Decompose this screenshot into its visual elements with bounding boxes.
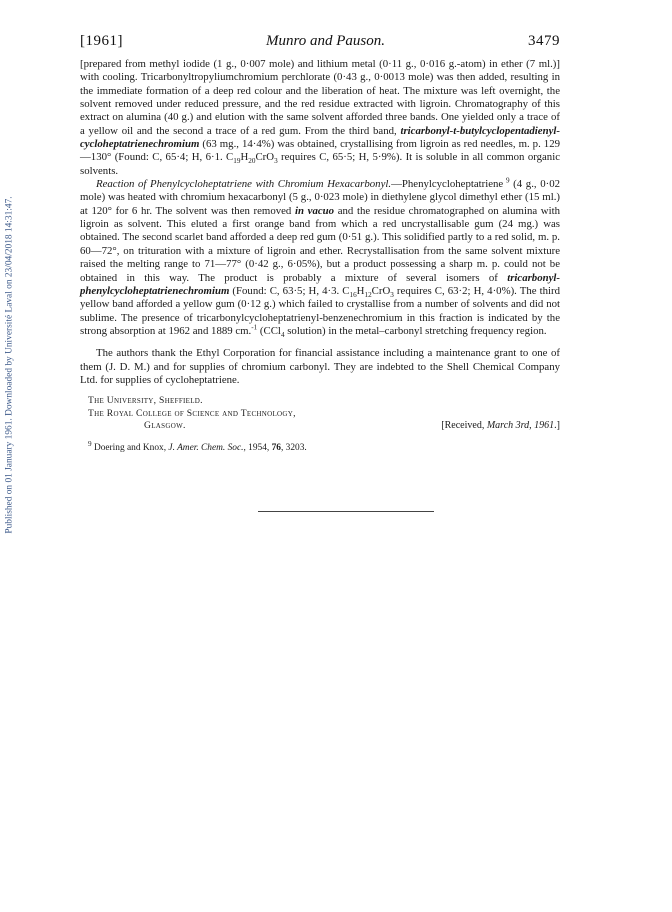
affiliation-line: The Royal College of Science and Technology, [88, 407, 296, 419]
end-rule [258, 511, 434, 512]
acknowledgement-paragraph: The authors thank the Ethyl Corporation for financial assistance including a maintenance grant to one of them (J. D. M.) and for supplies of chromium carbonyl. They are indebted to the Shell Chemical Company Ltd. for supplies of cycloheptatriene. [80, 347, 560, 386]
compound-name: tricarbonyl-phenylcycloheptatrienechromium [80, 271, 560, 297]
footnote-reference: $^9$ Doering and Knox, J. Amer. Chem. Soc., 1954, 76, 3203. [88, 439, 307, 453]
affiliation-line: The University, Sheffield. [88, 395, 203, 407]
compound-name: tricarbonyl-t-butylcyclopentadienyl-cycloheptatrienechromium [80, 124, 560, 151]
header-year: [1961] [80, 33, 123, 49]
section-heading: Reaction of Phenylcycloheptatriene with Chromium Hexacarbonyl. [96, 178, 392, 191]
download-watermark-text: Published on 01 January 1961. Downloaded by Université Laval on 23/04/2018 14:31:47. [5, 196, 16, 534]
download-watermark [3, 150, 17, 580]
header-page-number: 3479 [528, 33, 560, 49]
page-header [80, 33, 560, 50]
reference-mark: 9 [503, 176, 510, 185]
paragraph-1: [prepared from methyl iodide (1 g., 0·007 mole) and lithium metal (0·11 g., 0·016 g.-atom) in ether (7 ml.)] with cooling. Tricarbonyltropyliumchromium perchlorate (0·43 g., 0·0013 mole) was then added, resulting in the immediate formation of a deep red colour and the liberation of heat. The mixture was left overnight, the solvent removed under reduced pressure, and the red residue extracted with ligroin. Chromatography of this extract on alumina (40 g.) and elution with the same solvent afforded three bands. One yielded only a trace of a yellow oil and the second a trace of a red gum. From the third band, tricarbonyl-t-butylcyclopentadienyl-cycloheptatrienechromium (63 mg., 14·4%) was obtained, crystallising from ligroin as red needles, m. p. 129—130° (Found: C, 65·4; H, 6·1. $C_{19}H_{20}CrO_3$ requires C, 65·5; H, 5·9%). It is soluble in all common organic solvents. [80, 58, 560, 177]
affiliation-line: Glasgow. [144, 420, 186, 432]
article-body [80, 58, 560, 454]
received-date: [Received, March 3rd, 1961.] [441, 420, 560, 432]
affiliation-block [80, 395, 560, 433]
header-authors: Munro and Pauson. [265, 33, 386, 49]
paragraph-2: Reaction of Phenylcycloheptatriene with Chromium Hexacarbonyl.—Phenylcycloheptatriene $^9$ (4 g., 0·02 mole) was heated with chromium hexacarbonyl (5 g., 0·023 mole) in diethylene glycol dimethyl ether (15 ml.) at 120° for 6 hr. The solvent was then removed in vacuo and the residue chromatographed on alumina with ligroin as solvent. This eluted a first orange band from which a red uncrystallisable gum (24 mg.) was obtained. The second scarlet band afforded a deep red gum (0·51 g.). This solidified partly to a red solid, m. p. 60—72°, on trituration with a mixture of ligroin and ether. Recrystallisation from the same solvent mixture raised the melting range to 71—77° (0·42 g., 6·05%), but a product possessing a sharp m. p. could not be obtained in this way. The product is probably a mixture of several isomers of tricarbonyl-phenylcycloheptatrienechromium (Found: C, 63·5; H, 4·3. $C_{16}H_{12}CrO_3$ requires C, 63·2; H, 4·0%). The third yellow band afforded a yellow gum (0·12 g.) which failed to crystallise from a number of solvents and did not sublime. The presence of tricarbonylcycloheptatrienyl-benzenechromium in this fraction is indicated by the strong absorption at 1962 and 1889 cm.$^{-1}$ (CCl$_4$ solution) in the metal–carbonyl stretching frequency region. [80, 176, 561, 340]
